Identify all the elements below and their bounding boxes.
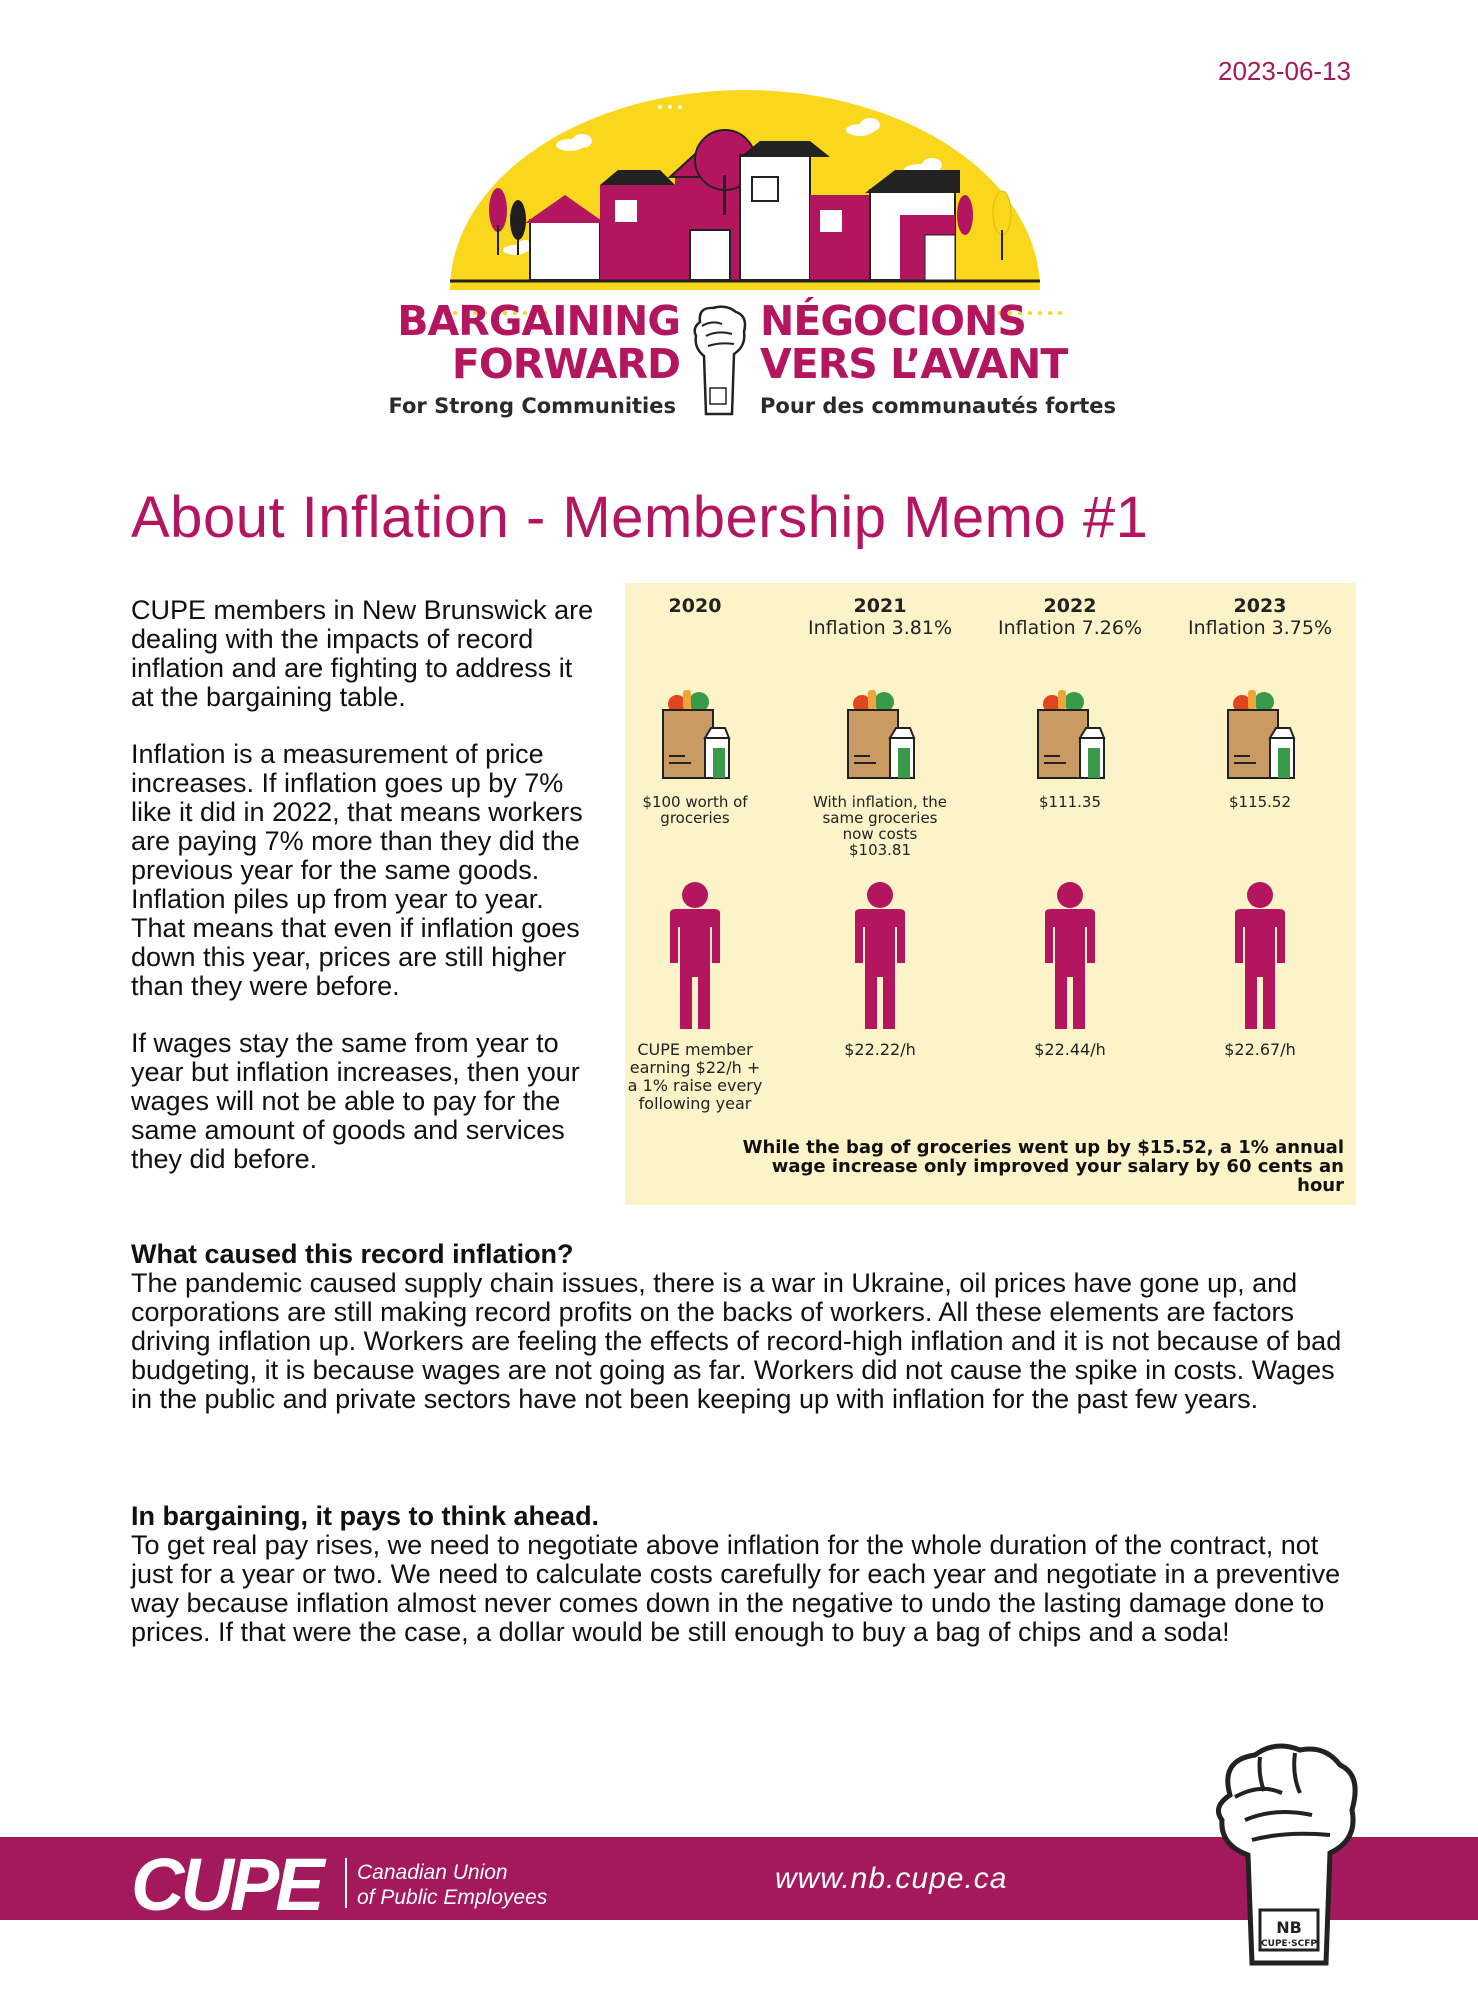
year-label: 2023 [1233,595,1287,617]
inflation-rate: Inflation 3.81% [807,617,953,639]
brand-title-en-2: FORWARD [451,340,680,388]
year-column [985,595,1155,639]
grocery-bag-icon [840,686,920,781]
inflation-rate: Inflation 3.75% [1187,617,1333,639]
person-icon [660,881,730,1031]
intro-paragraph: Inflation is a measurement of price increases. If inflation goes up by 7% like it did in 2022, that means workers are paying 7% more than they did the previous year for the same goods. Inflation piles up from year to year. That means that even if inflation goes down this year, prices are still higher than they were before. [131,739,583,1001]
section-heading: What caused this record inflation? [131,1239,574,1269]
organization-name-line: of Public Employees [357,1886,548,1909]
brand-block-en [360,297,680,418]
section-causes [131,1240,1361,1414]
intro-paragraph: If wages stay the same from year to year but inflation increases, then your wages will not be able to pay for the same amount of goods and services they did before. [131,1028,580,1174]
organization-name [357,1860,547,1910]
organization-name-line: Canadian Union [357,1861,508,1884]
website-link[interactable]: www.nb.cupe.ca [775,1862,1008,1895]
grocery-bag-icon [655,686,735,781]
year-label: 2020 [668,595,722,617]
infographic-note: While the bag of groceries went up by $15.52, a 1% annual wage increase only improved your salary by 60 cents an hour [742,1137,1344,1196]
year-column [795,595,965,639]
section-bargaining [131,1502,1361,1647]
badge-text: NB [1276,1918,1302,1937]
inflation-rate: Inflation 7.26% [997,617,1143,639]
memo-date: 2023-06-13 [1218,56,1351,86]
cupe-logo: CUPE [131,1843,321,1926]
fist-icon [688,302,750,422]
brand-subtitle-en: For Strong Communities [388,394,676,418]
year-column [1175,595,1345,639]
year-column [610,595,780,617]
grocery-bag-icon [1030,686,1110,781]
section-body: To get real pay rises, we need to negotiate above inflation for the whole duration of the contract, not just for a year or two. We need to calculate costs carefully for each year and negotiate in a preventive way because inflation almost never comes down in the negative to undo the lasting damage done to prices. If that were the case, a dollar would be still enough to buy a bag of chips and a soda! [131,1530,1341,1647]
intro-text [131,596,601,1202]
page-title: About Inflation - Membership Memo #1 [131,485,1149,550]
wage-label: $22.22/h [844,1040,916,1059]
brand-title-fr-1: NÉGOCIONS [760,297,1026,345]
intro-paragraph: CUPE members in New Brunswick are dealing with the impacts of record inflation and are fighting to address it at the bargaining table. [131,595,594,712]
wage-label: $22.44/h [1034,1040,1106,1059]
grocery-cost-label: $111.35 [1038,793,1102,811]
year-label: 2021 [853,595,907,617]
brand-block-fr [760,297,1160,418]
brand-title-en-1: BARGAINING [397,297,680,345]
grocery-cost-label: With inflation, the same groceries now costs $103.81 [812,793,948,859]
brand-subtitle-fr: Pour des communautés fortes [760,394,1116,418]
grocery-cost-label: $100 worth of groceries [642,793,748,827]
brand-title-fr-2: VERS L’AVANT [760,340,1068,388]
person-icon [845,881,915,1031]
grocery-cost-label: $115.52 [1228,793,1292,811]
badge-text: CUPE·SCFP [1261,1939,1317,1949]
section-body: The pandemic caused supply chain issues, there is a war in Ukraine, oil prices have gone up, and corporations are still making record profits on the backs of workers. All these elements are factors driving inflation up. Workers are feeling the effects of record-high inflation and it is not because of bad budgeting, it is because wages are not going as far. Workers did not cause the spike in costs. Wages in the public and private sectors have not been keeping up with inflation for the past few years. [131,1268,1342,1414]
wage-label: CUPE member earning $22/h + a 1% raise every following year [627,1040,763,1113]
logo-divider [345,1858,347,1908]
grocery-bag-icon [1220,686,1300,781]
person-icon [1035,881,1105,1031]
person-icon [1225,881,1295,1031]
wage-label: $22.67/h [1224,1040,1296,1059]
fist-icon [1200,1735,1370,1975]
section-heading: In bargaining, it pays to think ahead. [131,1501,600,1531]
year-label: 2022 [1043,595,1097,617]
inflation-infographic [625,583,1356,1205]
